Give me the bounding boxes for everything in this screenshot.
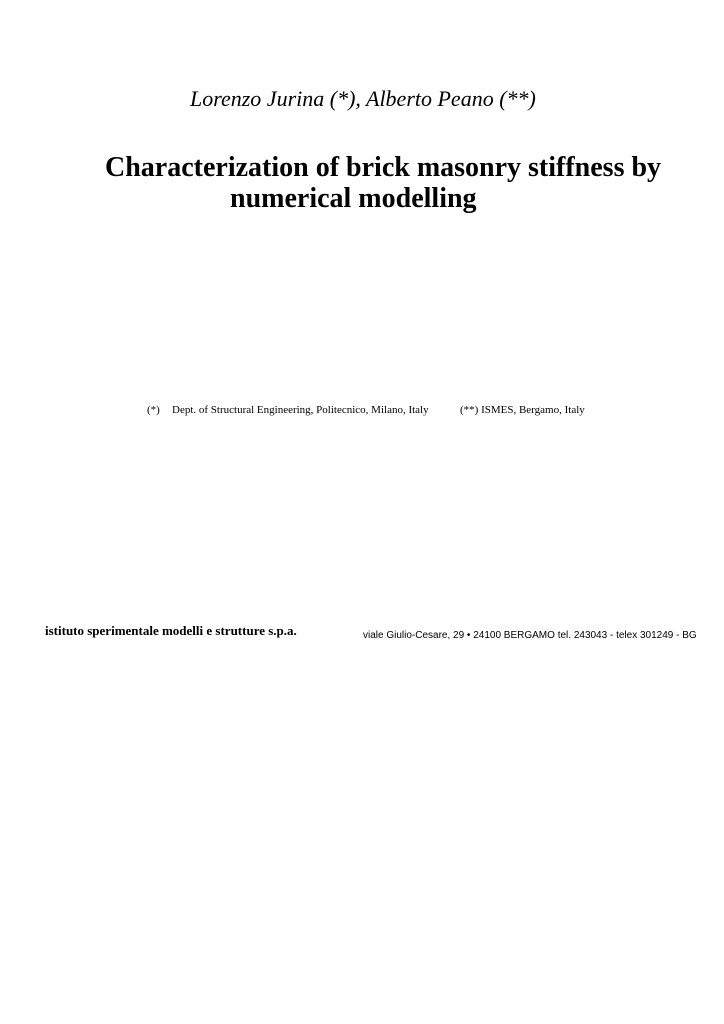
institution-address: viale Giulio-Cesare, 29 • 24100 BERGAMO tel. 243043 - telex 301249 - BG bbox=[363, 630, 697, 641]
affiliation-1-text: Dept. of Structural Engineering, Politecnico, Milano, Italy bbox=[172, 404, 429, 416]
affiliation-1-mark: (*) bbox=[147, 404, 160, 416]
institution-name: istituto sperimentale modelli e strutture s.p.a. bbox=[45, 623, 297, 638]
affiliation-2: (**) ISMES, Bergamo, Italy bbox=[460, 404, 585, 416]
authors-line: Lorenzo Jurina (*), Alberto Peano (**) bbox=[190, 86, 536, 111]
paper-title-line-1: Characterization of brick masonry stiffness by bbox=[105, 152, 662, 183]
paper-title-line-2: numerical modelling bbox=[230, 183, 477, 214]
